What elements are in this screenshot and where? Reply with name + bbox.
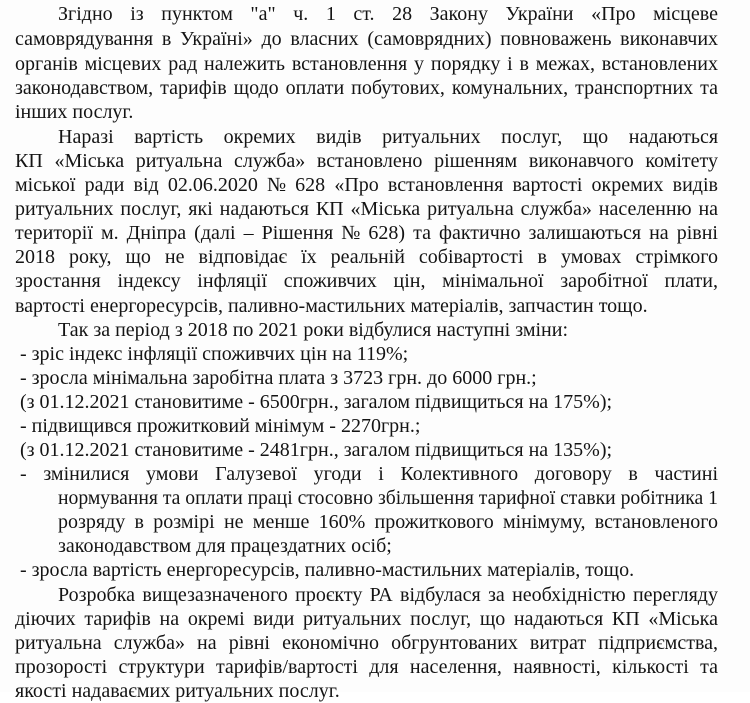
list-item-agreement-line4: законодавством для працездатних осіб; [58, 535, 392, 557]
list-item-subsistence-note: (з 01.12.2021 становитиме - 2481грн., загалом підвищиться на 135%); [20, 439, 613, 461]
para4-line5: якості надаваємих ритуальних послуг. [15, 680, 340, 702]
para2-line5: території м. Дніпра (далі – Рішення № 628) та фактично залишаються на рівні [15, 222, 718, 244]
para1-line2: самоврядування в Україні» до власних (самоврядних) повноважень виконавчих [15, 28, 719, 50]
para1-line5: інших послуг. [15, 101, 134, 123]
para2-line6: 2018 року, що не відповідає їх реальній собівартості в умовах стрімкого [15, 246, 718, 268]
para1-line4: законодавством, тарифів щодо оплати побутових, комунальних, транспортних та [15, 77, 718, 99]
para2-line4: ритуальних послуг, які надаються КП «Міська ритуальна служба» населенню на [15, 198, 719, 220]
list-item-agreement-line2: нормування та оплати праці стосовно збільшення тарифної ставки робітника 1 [58, 487, 718, 509]
list-item-inflation: - зріс індекс інфляції споживчих цін на 119%; [20, 343, 409, 365]
para4-line1: Розробка вищезазначеного проєкту РА відбулася за необхідністю перегляду [58, 584, 718, 606]
list-item-agreement-line3: розряду в розмірі не менше 160% прожиткового мінімуму, встановленого [58, 511, 719, 533]
para2-line1: Наразі вартість окремих видів ритуальних послуг, що надаються [58, 126, 719, 148]
para4-line2: діючих тарифів на окремі види ритуальних послуг, що надаються КП «Міська [15, 608, 718, 630]
para3-intro: Так за період з 2018 по 2021 роки відбулися наступні зміни: [58, 319, 569, 341]
para1-line1: Згідно із пунктом "а" ч. 1 ст. 28 Закону України «Про місцеве [58, 3, 718, 25]
para2-line3: міської ради від 02.06.2020 № 628 «Про встановлення вартості окремих видів [15, 174, 718, 196]
para1-line3: органів місцевих рад належить встановлення у порядку і в межах, встановлених [15, 53, 719, 75]
para2-line8: вартості енергоресурсів, паливно-мастильних матеріалів, запчастин тощо. [15, 295, 648, 317]
para4-line3: ритуальна служба» на рівні економічно обгрунтованих витрат підприємства, [15, 632, 719, 654]
list-item-energy: - зросла вартість енергоресурсів, паливно-мастильних матеріалів, тощо. [20, 559, 635, 581]
para2-line2: КП «Міська ритуальна служба» встановлено рішенням виконавчого комітету [15, 150, 718, 172]
list-item-agreement-line1: - змінилися умови Галузевої угоди і Колективного договору в частині [20, 463, 719, 485]
para4-line4: прозорості структури тарифів/вартості для населення, наявності, кількості та [15, 656, 718, 678]
list-item-subsistence: - підвищився прожитковий мінімум - 2270грн.; [20, 415, 421, 437]
list-item-min-wage: - зросла мінімальна заробітна плата з 3723 грн. до 6000 грн.; [20, 367, 537, 389]
list-item-min-wage-note: (з 01.12.2021 становитиме - 6500грн., загалом підвищиться на 175%); [20, 391, 613, 413]
para2-line7: зростання індексу інфляції споживчих цін, мінімальної заробітної плати, [15, 270, 718, 292]
